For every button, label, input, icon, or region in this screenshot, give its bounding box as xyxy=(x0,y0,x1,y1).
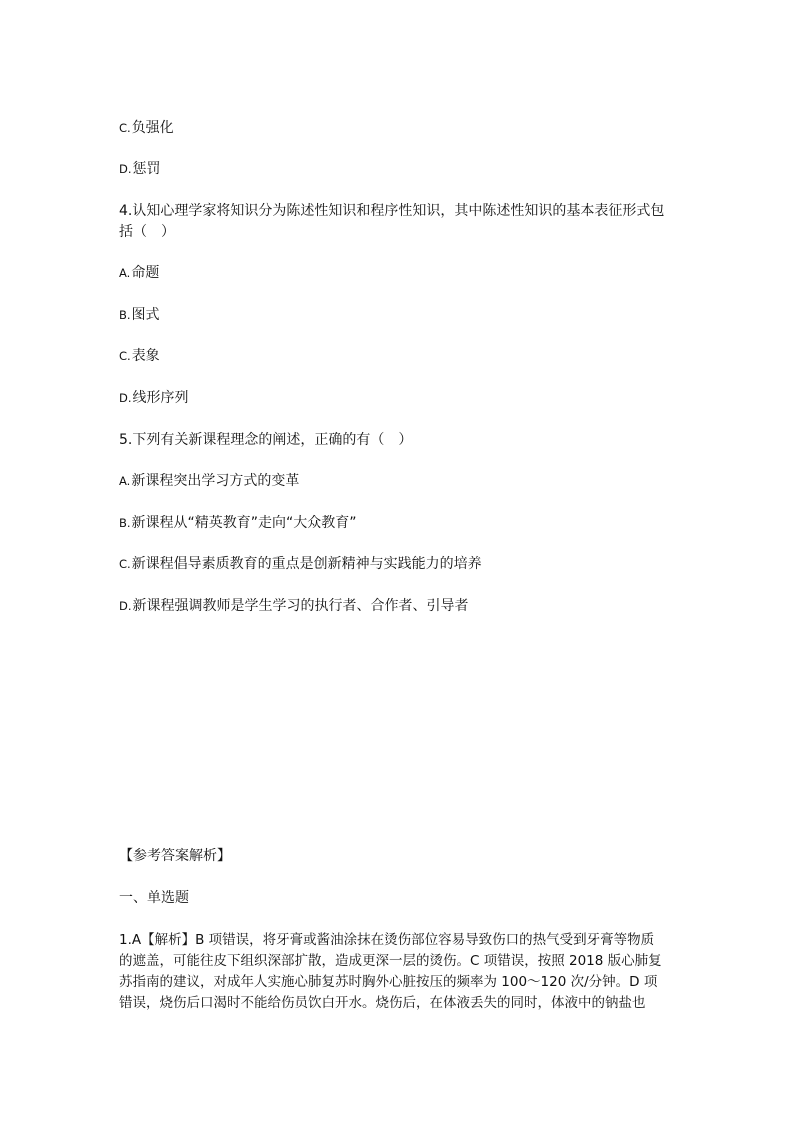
option-text: 惩罚 xyxy=(132,161,161,177)
q5-option-b xyxy=(119,513,357,533)
option-text: 图式 xyxy=(131,307,160,323)
answer-subsection-title: 一、单选题 xyxy=(119,890,189,906)
option-label: C. xyxy=(119,121,131,135)
answer-section-title: 【参考答案解析】 xyxy=(119,848,231,864)
option-text: 命题 xyxy=(131,265,160,281)
option-text: 新课程强调教师是学生学习的执行者、合作者、引导者 xyxy=(132,598,469,614)
q5-option-d xyxy=(119,596,469,616)
option-text: 表象 xyxy=(131,348,160,364)
q4-option-d xyxy=(119,388,189,408)
option-label: D. xyxy=(119,162,132,176)
option-label: A. xyxy=(119,266,131,280)
option-label: A. xyxy=(119,474,131,488)
option-label: C. xyxy=(119,557,131,571)
q4-option-c xyxy=(119,346,160,366)
answer-item-1 xyxy=(119,930,679,1014)
answer-line: 苏指南的建议，对成年人实施心肺复苏时胸外心脏按压的频率为 100～120 次/分钟。D 项 xyxy=(119,974,658,990)
q3-option-c xyxy=(119,118,174,138)
option-text: 新课程倡导素质教育的重点是创新精神与实践能力的培养 xyxy=(131,556,482,572)
q3-option-d xyxy=(119,159,161,179)
answer-line: 1.A【解析】B 项错误，将牙膏或酱油涂抹在烫伤部位容易导致伤口的热气受到牙膏等物质 xyxy=(119,932,655,948)
option-text: 负强化 xyxy=(131,120,174,136)
option-label: B. xyxy=(119,516,131,530)
option-text: 新课程突出学习方式的变革 xyxy=(131,473,300,489)
q4-option-b xyxy=(119,305,160,325)
option-label: D. xyxy=(119,391,132,405)
option-label: B. xyxy=(119,308,131,322)
option-text: 新课程从“精英教育”走向“大众教育” xyxy=(131,515,357,531)
q4-option-a xyxy=(119,263,159,283)
option-label: D. xyxy=(119,599,132,613)
answer-line: 的遮盖，可能往皮下组织深部扩散，造成更深一层的烫伤。C 项错误，按照 2018 版心肺复 xyxy=(119,953,662,969)
option-label: C. xyxy=(119,349,131,363)
q5-option-c xyxy=(119,554,482,574)
q5-option-a xyxy=(119,471,299,491)
q5-stem: 5.下列有关新课程理念的阐述，正确的有（ ） xyxy=(119,432,413,448)
q4-stem-line1: 4.认知心理学家将知识分为陈述性知识和程序性知识，其中陈述性知识的基本表征形式包 xyxy=(119,203,665,219)
q4-stem-line2: 括（ ） xyxy=(119,224,175,240)
option-text: 线形序列 xyxy=(132,390,189,406)
answer-line: 错误，烧伤后口渴时不能给伤员饮白开水。烧伤后，在体液丢失的同时，体液中的钠盐也 xyxy=(119,995,646,1011)
